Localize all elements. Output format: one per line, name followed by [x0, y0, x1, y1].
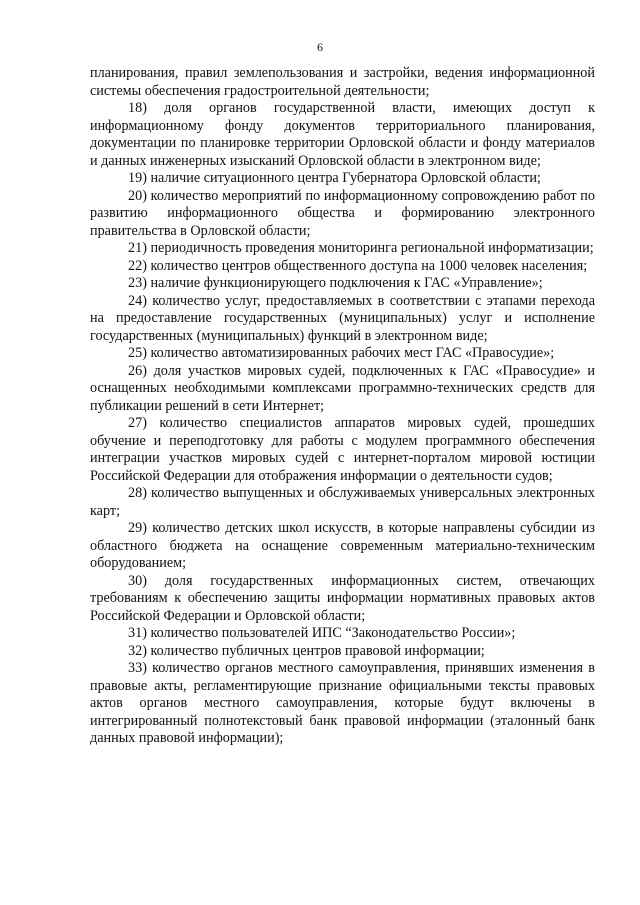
paragraph-item-25: 25) количество автоматизированных рабочих мест ГАС «Правосудие»;	[128, 345, 555, 361]
paragraph-item-18: 18) доля органов государственной власти, имеющих доступ к информационному фонду документов территориального планирования, документации по планировке территории Орловской области и фонду материалов и данных инженерных изысканий Орловской области в электронном виде;	[90, 100, 595, 169]
paragraph-item-21: 21) периодичность проведения мониторинга региональной информатизации;	[128, 240, 594, 256]
paragraph-item-24: 24) количество услуг, предоставляемых в соответствии с этапами перехода на предоставление государственных (муниципальных) услуг и исполнение государственных (муниципальных) функций в электронном виде;	[90, 292, 595, 344]
paragraph-item-26: 26) доля участков мировых судей, подключенных к ГАС «Правосудие» и оснащенных необходимыми комплексами программно-технических средств для публикации решений в сети Интернет;	[90, 362, 595, 414]
paragraph-item-33: 33) количество органов местного самоуправления, принявших изменения в правовые акты, регламентирующие признание официальными тексты правовых актов органов местного самоуправления, которые будут включены в интегрированный полнотекстовый банк правовой информации (эталонный банк данных правовой информации);	[90, 660, 595, 746]
paragraph-item-20: 20) количество мероприятий по информационному сопровождению работ по развитию информационного общества и формированию электронного правительства в Орловской области;	[90, 187, 595, 239]
paragraph-item-23: 23) наличие функционирующего подключения к ГАС «Управление»;	[128, 275, 543, 291]
paragraph-item-30: 30) доля государственных информационных систем, отвечающих требованиям к обеспечению защиты информации нормативных правовых актов Российской Федерации и Орловской области;	[90, 572, 595, 624]
paragraph-item-29: 29) количество детских школ искусств, в которые направлены субсидии из областного бюджета на оснащение современным материально-техническим оборудованием;	[90, 520, 595, 571]
paragraph-item-19: 19) наличие ситуационного центра Губернатора Орловской области;	[128, 170, 541, 186]
paragraph-item-31: 31) количество пользователей ИПС “Законодательство России»;	[128, 625, 516, 641]
page-number: 6	[317, 40, 323, 54]
paragraph-item-27: 27) количество специалистов аппаратов мировых судей, прошедших обучение и переподготовку для работы с модулем программного обеспечения интеграции участков мировых судей с интернет-порталом мировой юстиции Российской Федерации для отображения информации о деятельности судов;	[90, 415, 595, 484]
paragraph-item-22: 22) количество центров общественного доступа на 1000 человек населения;	[128, 257, 588, 274]
paragraph-continuation: планирования, правил землепользования и застройки, ведения информационной системы обеспечения градостроительной деятельности;	[90, 65, 595, 99]
paragraph-item-28: 28) количество выпущенных и обслуживаемых универсальных электронных карт;	[90, 485, 595, 519]
document-body	[90, 65, 595, 748]
paragraph-item-32: 32) количество публичных центров правовой информации;	[128, 642, 485, 659]
